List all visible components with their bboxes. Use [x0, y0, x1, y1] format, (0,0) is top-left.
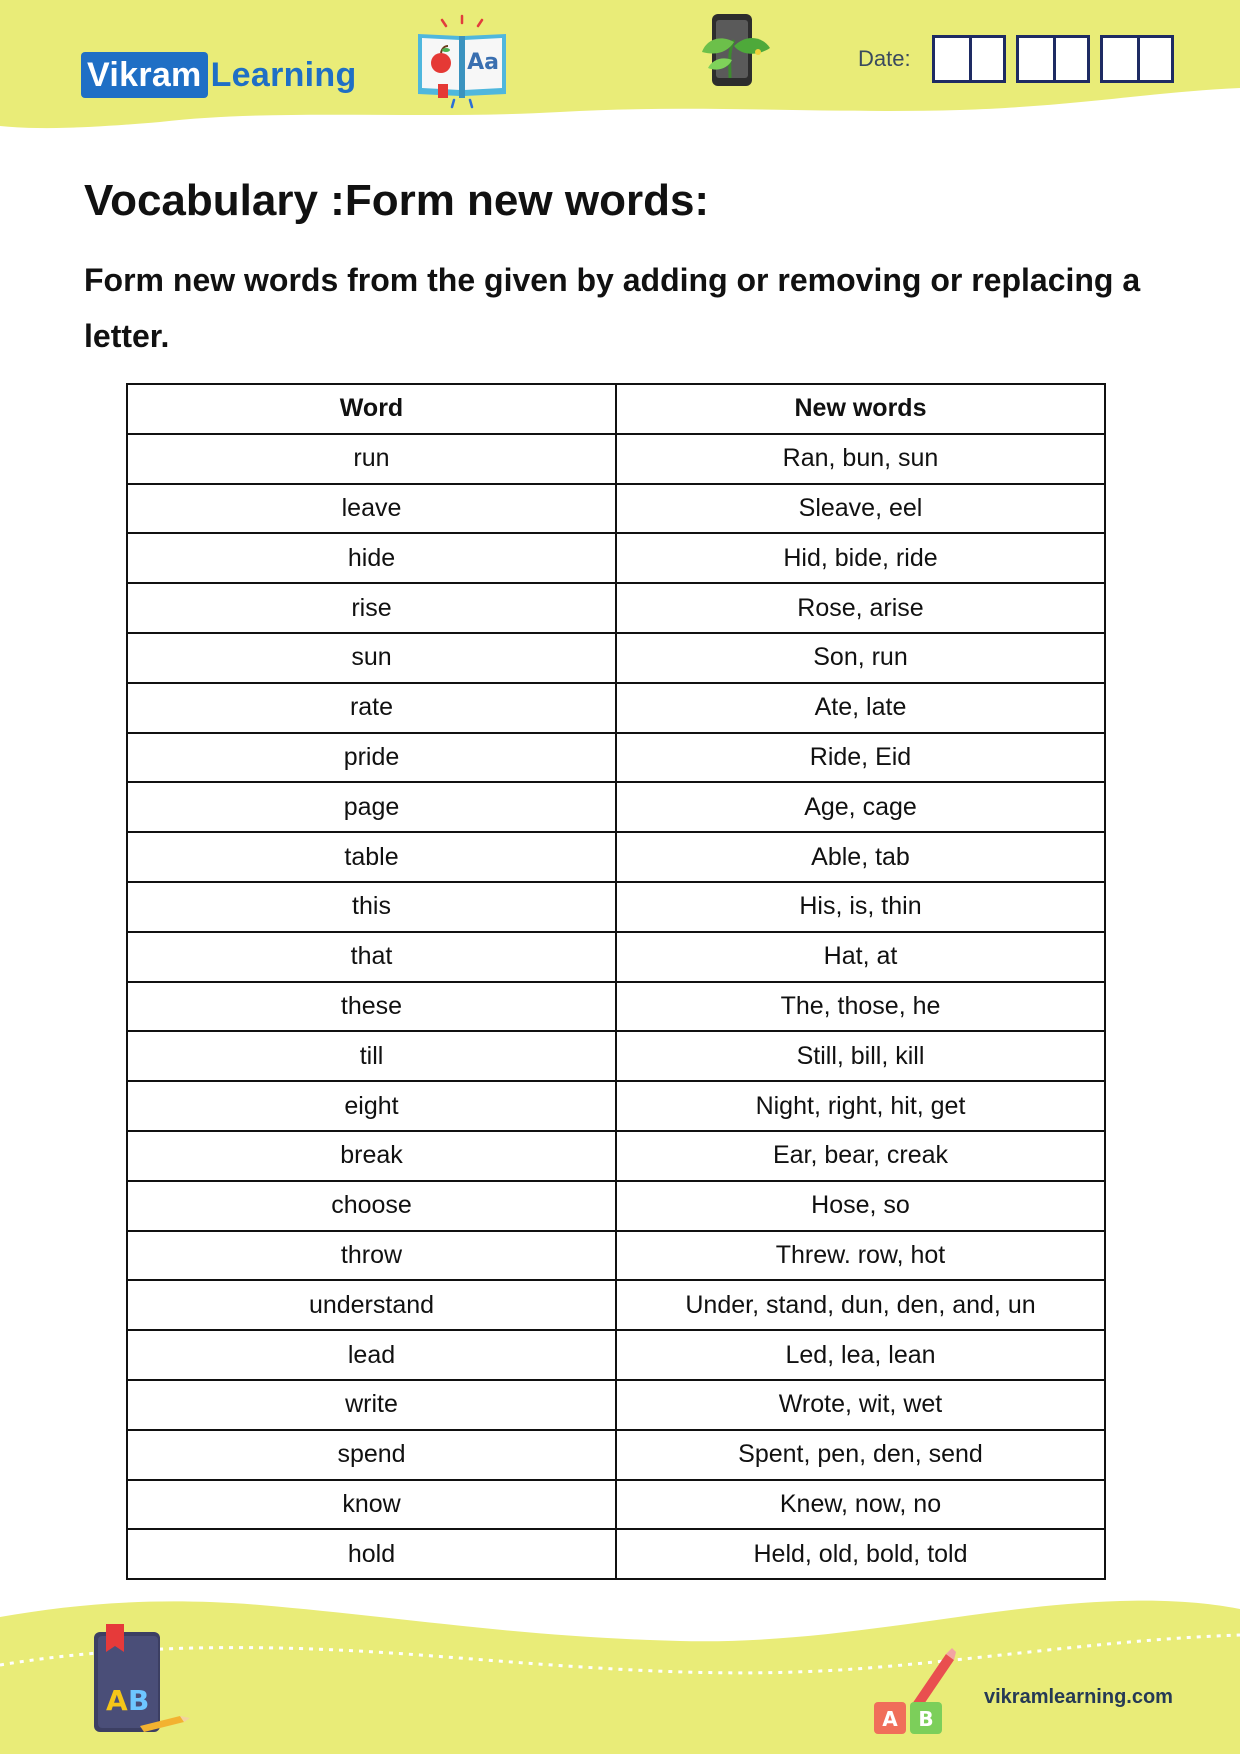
word-cell: throw [127, 1231, 616, 1281]
table-row [127, 434, 1105, 484]
word-cell: that [127, 932, 616, 982]
new-words-cell: Still, bill, kill [616, 1031, 1105, 1081]
book-apple-aa-icon [412, 14, 512, 110]
word-cell: spend [127, 1430, 616, 1480]
brand-logo-part1: Vikram [81, 52, 208, 98]
word-cell: sun [127, 633, 616, 683]
column-header-word: Word [127, 384, 616, 434]
date-month-box[interactable] [1016, 35, 1090, 83]
new-words-cell: Sleave, eel [616, 484, 1105, 534]
date-cell[interactable] [1137, 38, 1171, 80]
new-words-cell: Hat, at [616, 932, 1105, 982]
new-words-cell: Knew, now, no [616, 1480, 1105, 1530]
table-row [127, 484, 1105, 534]
svg-text:Aa: Aa [467, 50, 499, 75]
word-cell: hold [127, 1529, 616, 1579]
date-cell[interactable] [1103, 38, 1137, 80]
new-words-cell: Led, lea, lean [616, 1330, 1105, 1380]
table-row [127, 1529, 1105, 1579]
date-day-box[interactable] [932, 35, 1006, 83]
new-words-cell: Spent, pen, den, send [616, 1430, 1105, 1480]
word-cell: rate [127, 683, 616, 733]
worksheet-instruction: Form new words from the given by adding or removing or replacing a letter. [84, 262, 1141, 354]
new-words-cell: Able, tab [616, 832, 1105, 882]
date-boxes [932, 35, 1174, 83]
word-cell: eight [127, 1081, 616, 1131]
table-row [127, 1380, 1105, 1430]
table-row [127, 1081, 1105, 1131]
brand-logo [81, 52, 357, 98]
new-words-cell: The, those, he [616, 982, 1105, 1032]
table-header-row [127, 384, 1105, 434]
word-cell: run [127, 434, 616, 484]
word-table [126, 383, 1106, 1580]
new-words-cell: Son, run [616, 633, 1105, 683]
phone-plant-icon [700, 12, 772, 88]
date-cell[interactable] [935, 38, 969, 80]
new-words-cell: Held, old, bold, told [616, 1529, 1105, 1579]
new-words-cell: Wrote, wit, wet [616, 1380, 1105, 1430]
new-words-cell: Rose, arise [616, 583, 1105, 633]
column-header-new-words: New words [616, 384, 1105, 434]
word-cell: pride [127, 733, 616, 783]
new-words-cell: His, is, thin [616, 882, 1105, 932]
new-words-cell: Ear, bear, creak [616, 1131, 1105, 1181]
word-cell: till [127, 1031, 616, 1081]
svg-text:B: B [128, 1684, 150, 1717]
new-words-cell: Hose, so [616, 1181, 1105, 1231]
table-row [127, 1181, 1105, 1231]
word-cell: this [127, 882, 616, 932]
table-row [127, 1031, 1105, 1081]
word-cell: understand [127, 1280, 616, 1330]
new-words-cell: Threw. row, hot [616, 1231, 1105, 1281]
word-cell: leave [127, 484, 616, 534]
word-cell: break [127, 1131, 616, 1181]
table-row [127, 982, 1105, 1032]
table-row [127, 633, 1105, 683]
table-row [127, 733, 1105, 783]
ab-book-pencil-icon [84, 1622, 192, 1740]
date-year-box[interactable] [1100, 35, 1174, 83]
table-row [127, 832, 1105, 882]
word-cell: table [127, 832, 616, 882]
new-words-cell: Ate, late [616, 683, 1105, 733]
new-words-cell: Night, right, hit, get [616, 1081, 1105, 1131]
worksheet-title: Vocabulary :Form new words: [84, 176, 710, 225]
svg-text:A: A [882, 1707, 898, 1731]
svg-text:B: B [918, 1707, 934, 1731]
table-row [127, 782, 1105, 832]
new-words-cell: Ride, Eid [616, 733, 1105, 783]
ab-blocks-pencil-icon [872, 1648, 958, 1738]
date-label: Date: [858, 46, 911, 71]
word-cell: these [127, 982, 616, 1032]
word-cell: page [127, 782, 616, 832]
website-url: vikramlearning.com [984, 1686, 1173, 1708]
new-words-cell: Ran, bun, sun [616, 434, 1105, 484]
table-row [127, 932, 1105, 982]
table-row [127, 583, 1105, 633]
table-row [127, 1480, 1105, 1530]
word-cell: hide [127, 533, 616, 583]
table-row [127, 1430, 1105, 1480]
date-cell[interactable] [969, 38, 1003, 80]
word-cell: choose [127, 1181, 616, 1231]
table-row [127, 1330, 1105, 1380]
table-row [127, 882, 1105, 932]
table-row [127, 533, 1105, 583]
word-cell: know [127, 1480, 616, 1530]
new-words-cell: Under, stand, dun, den, and, un [616, 1280, 1105, 1330]
table-row [127, 1231, 1105, 1281]
word-cell: rise [127, 583, 616, 633]
table-row [127, 683, 1105, 733]
svg-text:A: A [106, 1684, 128, 1717]
table-row [127, 1131, 1105, 1181]
brand-logo-part2: Learning [210, 56, 357, 94]
new-words-cell: Age, cage [616, 782, 1105, 832]
table-row [127, 1280, 1105, 1330]
date-cell[interactable] [1053, 38, 1087, 80]
new-words-cell: Hid, bide, ride [616, 533, 1105, 583]
word-cell: lead [127, 1330, 616, 1380]
word-cell: write [127, 1380, 616, 1430]
date-cell[interactable] [1019, 38, 1053, 80]
